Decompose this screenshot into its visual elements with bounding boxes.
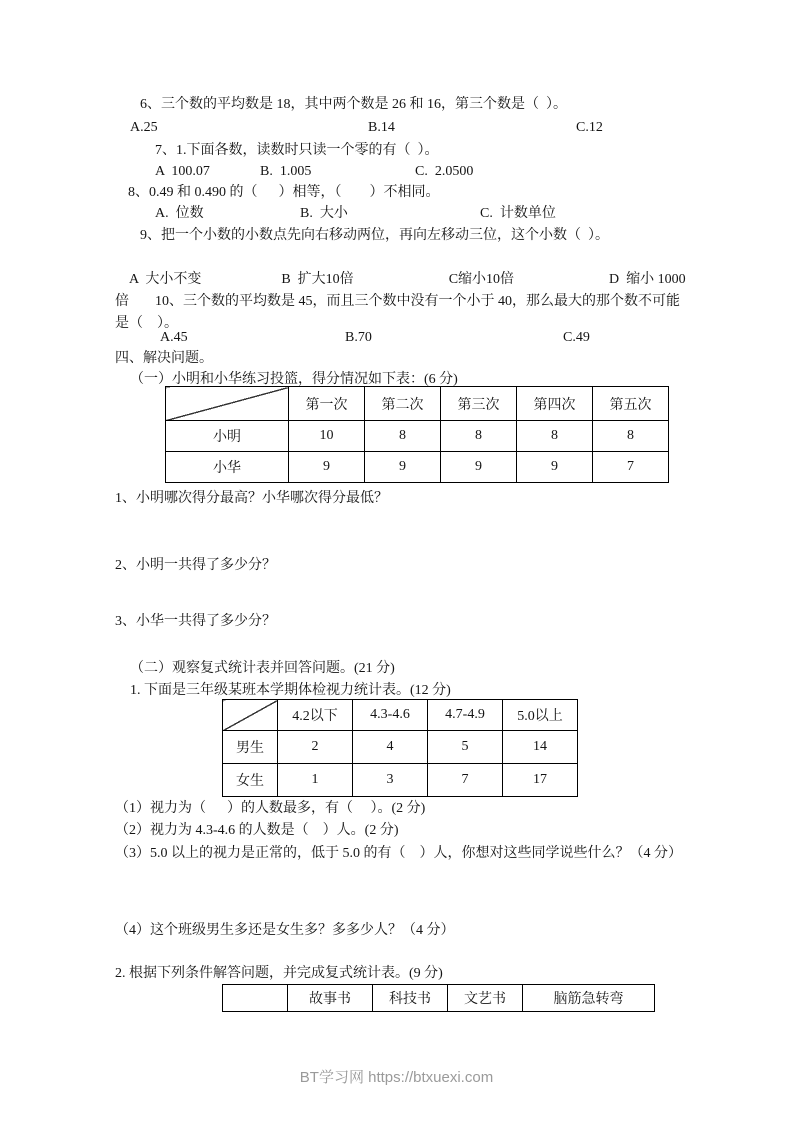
col-header: 第五次 (593, 387, 669, 421)
part-2-sub-question-3: （3）5.0 以上的视力是正常的，低于 5.0 的有（ ）人，你想对这些同学说些什么？（4 分） (115, 846, 682, 861)
col-header: 脑筋急转弯 (523, 985, 655, 1012)
row-label: 女生 (223, 764, 278, 797)
cell: 10 (289, 421, 365, 452)
cell: 1 (278, 764, 353, 797)
footer-watermark: BT学习网 https://btxuexi.com (299, 1069, 494, 1086)
book-table-corner (223, 985, 288, 1012)
option-c: C. 2.0500 (415, 164, 474, 179)
part-1-intro: （一）小明和小华练习投篮，得分情况如下表：(6 分) (130, 372, 458, 387)
col-header: 第三次 (441, 387, 517, 421)
part-2-intro: （二）观察复式统计表并回答问题。(21 分) (130, 661, 395, 676)
part-1-question-2: 2、小明一共得了多少分？ (115, 558, 276, 573)
cell: 9 (517, 452, 593, 483)
table-row (223, 764, 578, 797)
option-a: A 100.07 (155, 164, 210, 179)
cell: 5 (428, 731, 503, 764)
vision-table-header-row (223, 700, 578, 731)
score-table-corner (166, 387, 289, 421)
question-10-text: 10、三个数的平均数是 45，而且三个数中没有一个小于 40，那么最大的那个数不可能是（ ）。 (115, 294, 680, 331)
question-6-options (0, 118, 793, 138)
option-b: B. 1.005 (260, 164, 312, 179)
col-header: 4.7-4.9 (428, 700, 503, 731)
cell: 2 (278, 731, 353, 764)
option-b: B.14 (368, 120, 395, 135)
part-2-sub-question-1: （1）视力为（ ）的人数最多，有（ ）。(2 分) (115, 801, 426, 816)
option-a: A.25 (130, 120, 158, 135)
col-header: 5.0以上 (503, 700, 578, 731)
col-header: 4.3-4.6 (353, 700, 428, 731)
question-7-options (0, 162, 793, 182)
cell: 8 (365, 421, 441, 452)
book-table-header-row (223, 985, 655, 1012)
table-row (223, 731, 578, 764)
part-1-question-1: 1、小明哪次得分最高？小华哪次得分最低？ (115, 491, 388, 506)
cell: 8 (593, 421, 669, 452)
option-a: A 大小不变 (129, 272, 202, 287)
option-d: D 缩小 1000 倍 (115, 272, 690, 309)
cell: 4 (353, 731, 428, 764)
section-4-heading: 四、解决问题。 (115, 351, 213, 366)
table-row (166, 452, 669, 483)
table-row (166, 421, 669, 452)
row-label: 小明 (166, 421, 289, 452)
col-header: 4.2以下 (278, 700, 353, 731)
option-b: B.70 (345, 330, 372, 345)
vision-table-corner (223, 700, 278, 731)
part-2-q2-text: 2. 根据下列条件解答问题，并完成复式统计表。(9 分) (115, 966, 443, 981)
col-header: 第二次 (365, 387, 441, 421)
cell: 7 (593, 452, 669, 483)
book-table (222, 984, 655, 1012)
row-label: 小华 (166, 452, 289, 483)
cell: 7 (428, 764, 503, 797)
cell: 9 (365, 452, 441, 483)
option-c: C.49 (563, 330, 590, 345)
cell: 9 (289, 452, 365, 483)
cell: 17 (503, 764, 578, 797)
row-label: 男生 (223, 731, 278, 764)
cell: 3 (353, 764, 428, 797)
question-8-options (0, 204, 793, 224)
cell: 9 (441, 452, 517, 483)
part-1-question-3: 3、小华一共得了多少分？ (115, 614, 276, 629)
option-a: A. 位数 (155, 206, 204, 221)
option-a: A.45 (160, 330, 188, 345)
vision-table (222, 699, 578, 797)
part-2-sub-question-4: （4）这个班级男生多还是女生多？多多少人？（4 分） (115, 923, 455, 938)
cell: 14 (503, 731, 578, 764)
option-c: C.12 (576, 120, 603, 135)
score-table (165, 386, 669, 483)
option-b: B 扩大10倍 (281, 272, 354, 287)
option-b: B. 大小 (300, 206, 348, 221)
part-2-q1-text: 1. 下面是三年级某班本学期体检视力统计表。(12 分) (130, 683, 451, 698)
question-6-text: 6、三个数的平均数是 18，其中两个数是 26 和 16，第三个数是（ ）。 (140, 97, 567, 112)
question-9-text: 9、把一个小数的小数点先向右移动两位，再向左移动三位，这个小数（ ）。 (140, 228, 609, 243)
col-header: 第四次 (517, 387, 593, 421)
option-c: C缩小10倍 (448, 272, 515, 287)
part-2-sub-question-2: （2）视力为 4.3-4.6 的人数是（ ）人。(2 分) (115, 823, 399, 838)
question-10-options (0, 328, 793, 348)
col-header: 故事书 (288, 985, 373, 1012)
col-header: 科技书 (373, 985, 448, 1012)
cell: 8 (517, 421, 593, 452)
question-7-text: 7、1.下面各数，读数时只读一个零的有（ ）。 (155, 143, 439, 158)
score-table-header-row (166, 387, 669, 421)
col-header: 第一次 (289, 387, 365, 421)
cell: 8 (441, 421, 517, 452)
question-8-text: 8、0.49 和 0.490 的（ ）相等，（ ）不相同。 (128, 185, 440, 200)
option-c: C. 计数单位 (480, 206, 556, 221)
col-header: 文艺书 (448, 985, 523, 1012)
